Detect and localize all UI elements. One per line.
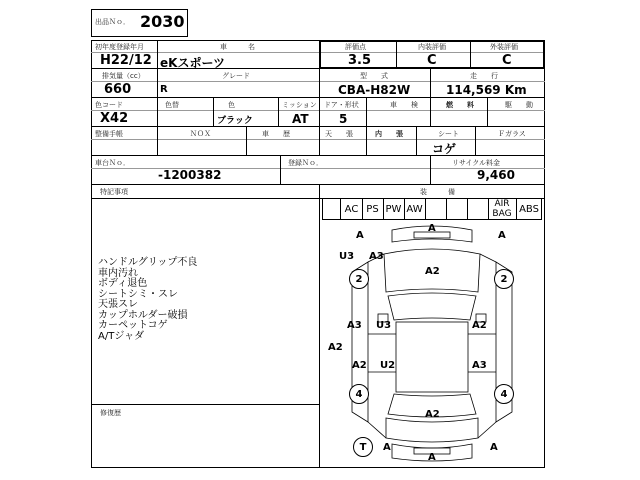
remark-item: カップホルダー破損 [98,309,188,321]
damage-a2-left-side: A2 [328,342,343,353]
mission-value: AT [292,112,309,126]
model-label: 型 式 [360,72,388,80]
remark-item: ハンドルグリップ不良 [98,257,198,268]
damage-u3-top: U3 [339,251,355,262]
exterior-label: 外装評価 [490,43,518,51]
history-label: 車 歴 [262,130,290,138]
mission-label: ミッション [282,101,317,109]
score-value: 3.5 [348,53,372,68]
damage-rear-a-left: A [383,442,391,453]
damage-rear-a-right: A [490,442,498,453]
nox-label: ＮＯＸ [190,130,211,138]
repair-label: 修復歴 [100,409,121,417]
displacement-value: 660 [104,82,132,97]
tire-rear-left: 4 [349,384,369,404]
model-value: CBA-H82W [338,83,411,97]
damage-u3-left-door: U3 [376,320,392,331]
interior-value: C [427,53,437,68]
manual-label: 整備手帳 [95,130,123,138]
fuel-label: 燃 料 [446,101,474,109]
remark-item: ボディ退色 [98,278,148,289]
damage-front-a-left: A [356,230,364,241]
lot-number-value: 2030 [140,12,185,31]
equip-airbag: AIR BAG [492,199,512,219]
remark-item: 車内汚れ [98,267,138,279]
equipment-label: 装 備 [420,188,455,196]
remark-item: カーペットコゲ [98,320,168,331]
damage-u2-rear: U2 [380,360,396,371]
first-reg-label: 初年度登録年月 [95,43,144,51]
exterior-value: C [502,53,512,68]
inspection-label: 車 検 [390,101,418,109]
car-diagram [322,222,542,466]
remark-item: A/Tジャダ [98,330,145,342]
car-name-value: eKスポーツ [160,56,225,70]
color-value: ブラック [217,116,253,126]
registration-label: 登録Ｎｏ． [288,159,323,167]
doors-label: ドア・形状 [324,101,359,109]
doors-value: 5 [339,112,348,126]
damage-a2-trunk: A2 [425,409,440,420]
score-label: 評価点 [345,43,366,51]
damage-a2-rear-left: A2 [352,360,367,371]
interior-label: 内装評価 [418,43,446,51]
grade-label: グレード [222,72,250,80]
mileage-label: 走 行 [470,72,498,80]
damage-front-a-center: A [428,223,436,234]
interior-upholstery-label: 内 張 [375,130,403,138]
tire-rear-right: 4 [494,384,514,404]
chassis-value: -1200382 [158,168,222,182]
recycle-label: リサイクル料金 [452,159,501,167]
drive-label: 駆 動 [505,101,533,109]
remarks-label: 特記事項 [100,188,128,196]
sunroof-label: 天 張 [325,130,353,138]
seat-value: コゲ [432,142,457,156]
remarks-list [98,258,197,342]
remark-item: シートシミ・スレ [98,288,178,300]
lot-number-label: 出品Ｎｏ． [95,18,130,26]
damage-a2-hood: A2 [425,266,440,277]
spare-tire: T [353,437,373,457]
color-code-value: X42 [100,111,129,126]
damage-a3-rear-right: A3 [472,360,487,371]
equip-ac: AC [344,204,359,215]
displacement-label: 排気量（cc） [102,72,145,80]
remark-item: 天張スレ [98,299,138,310]
car-name-label: 車 名 [220,43,255,51]
damage-front-a-right: A [498,230,506,241]
equip-aw: AW [406,204,423,215]
damage-rear-a-center: A [428,452,436,463]
color-label: 色 [228,101,235,109]
tire-front-left: 2 [349,269,369,289]
grade-value: R [160,84,168,95]
equip-ps: PS [366,204,379,215]
glass-label: Ｆガラス [498,130,526,138]
equip-pw: PW [385,204,402,215]
tire-front-right: 2 [494,269,514,289]
seat-label: シート [438,130,459,138]
recycle-value: 9,460 [477,168,515,182]
damage-a3-left-door: A3 [347,320,362,331]
first-reg-value: H22/12 [100,53,152,68]
mileage-value: 114,569 Km [446,83,527,97]
equip-abs: ABS [519,204,539,215]
damage-a2-right-door: A2 [472,320,487,331]
chassis-label: 車台Ｎｏ． [95,159,130,167]
color-code-label: 色コード [95,101,123,109]
damage-a3-top: A3 [369,251,384,262]
color-change-label: 色替 [165,101,179,109]
